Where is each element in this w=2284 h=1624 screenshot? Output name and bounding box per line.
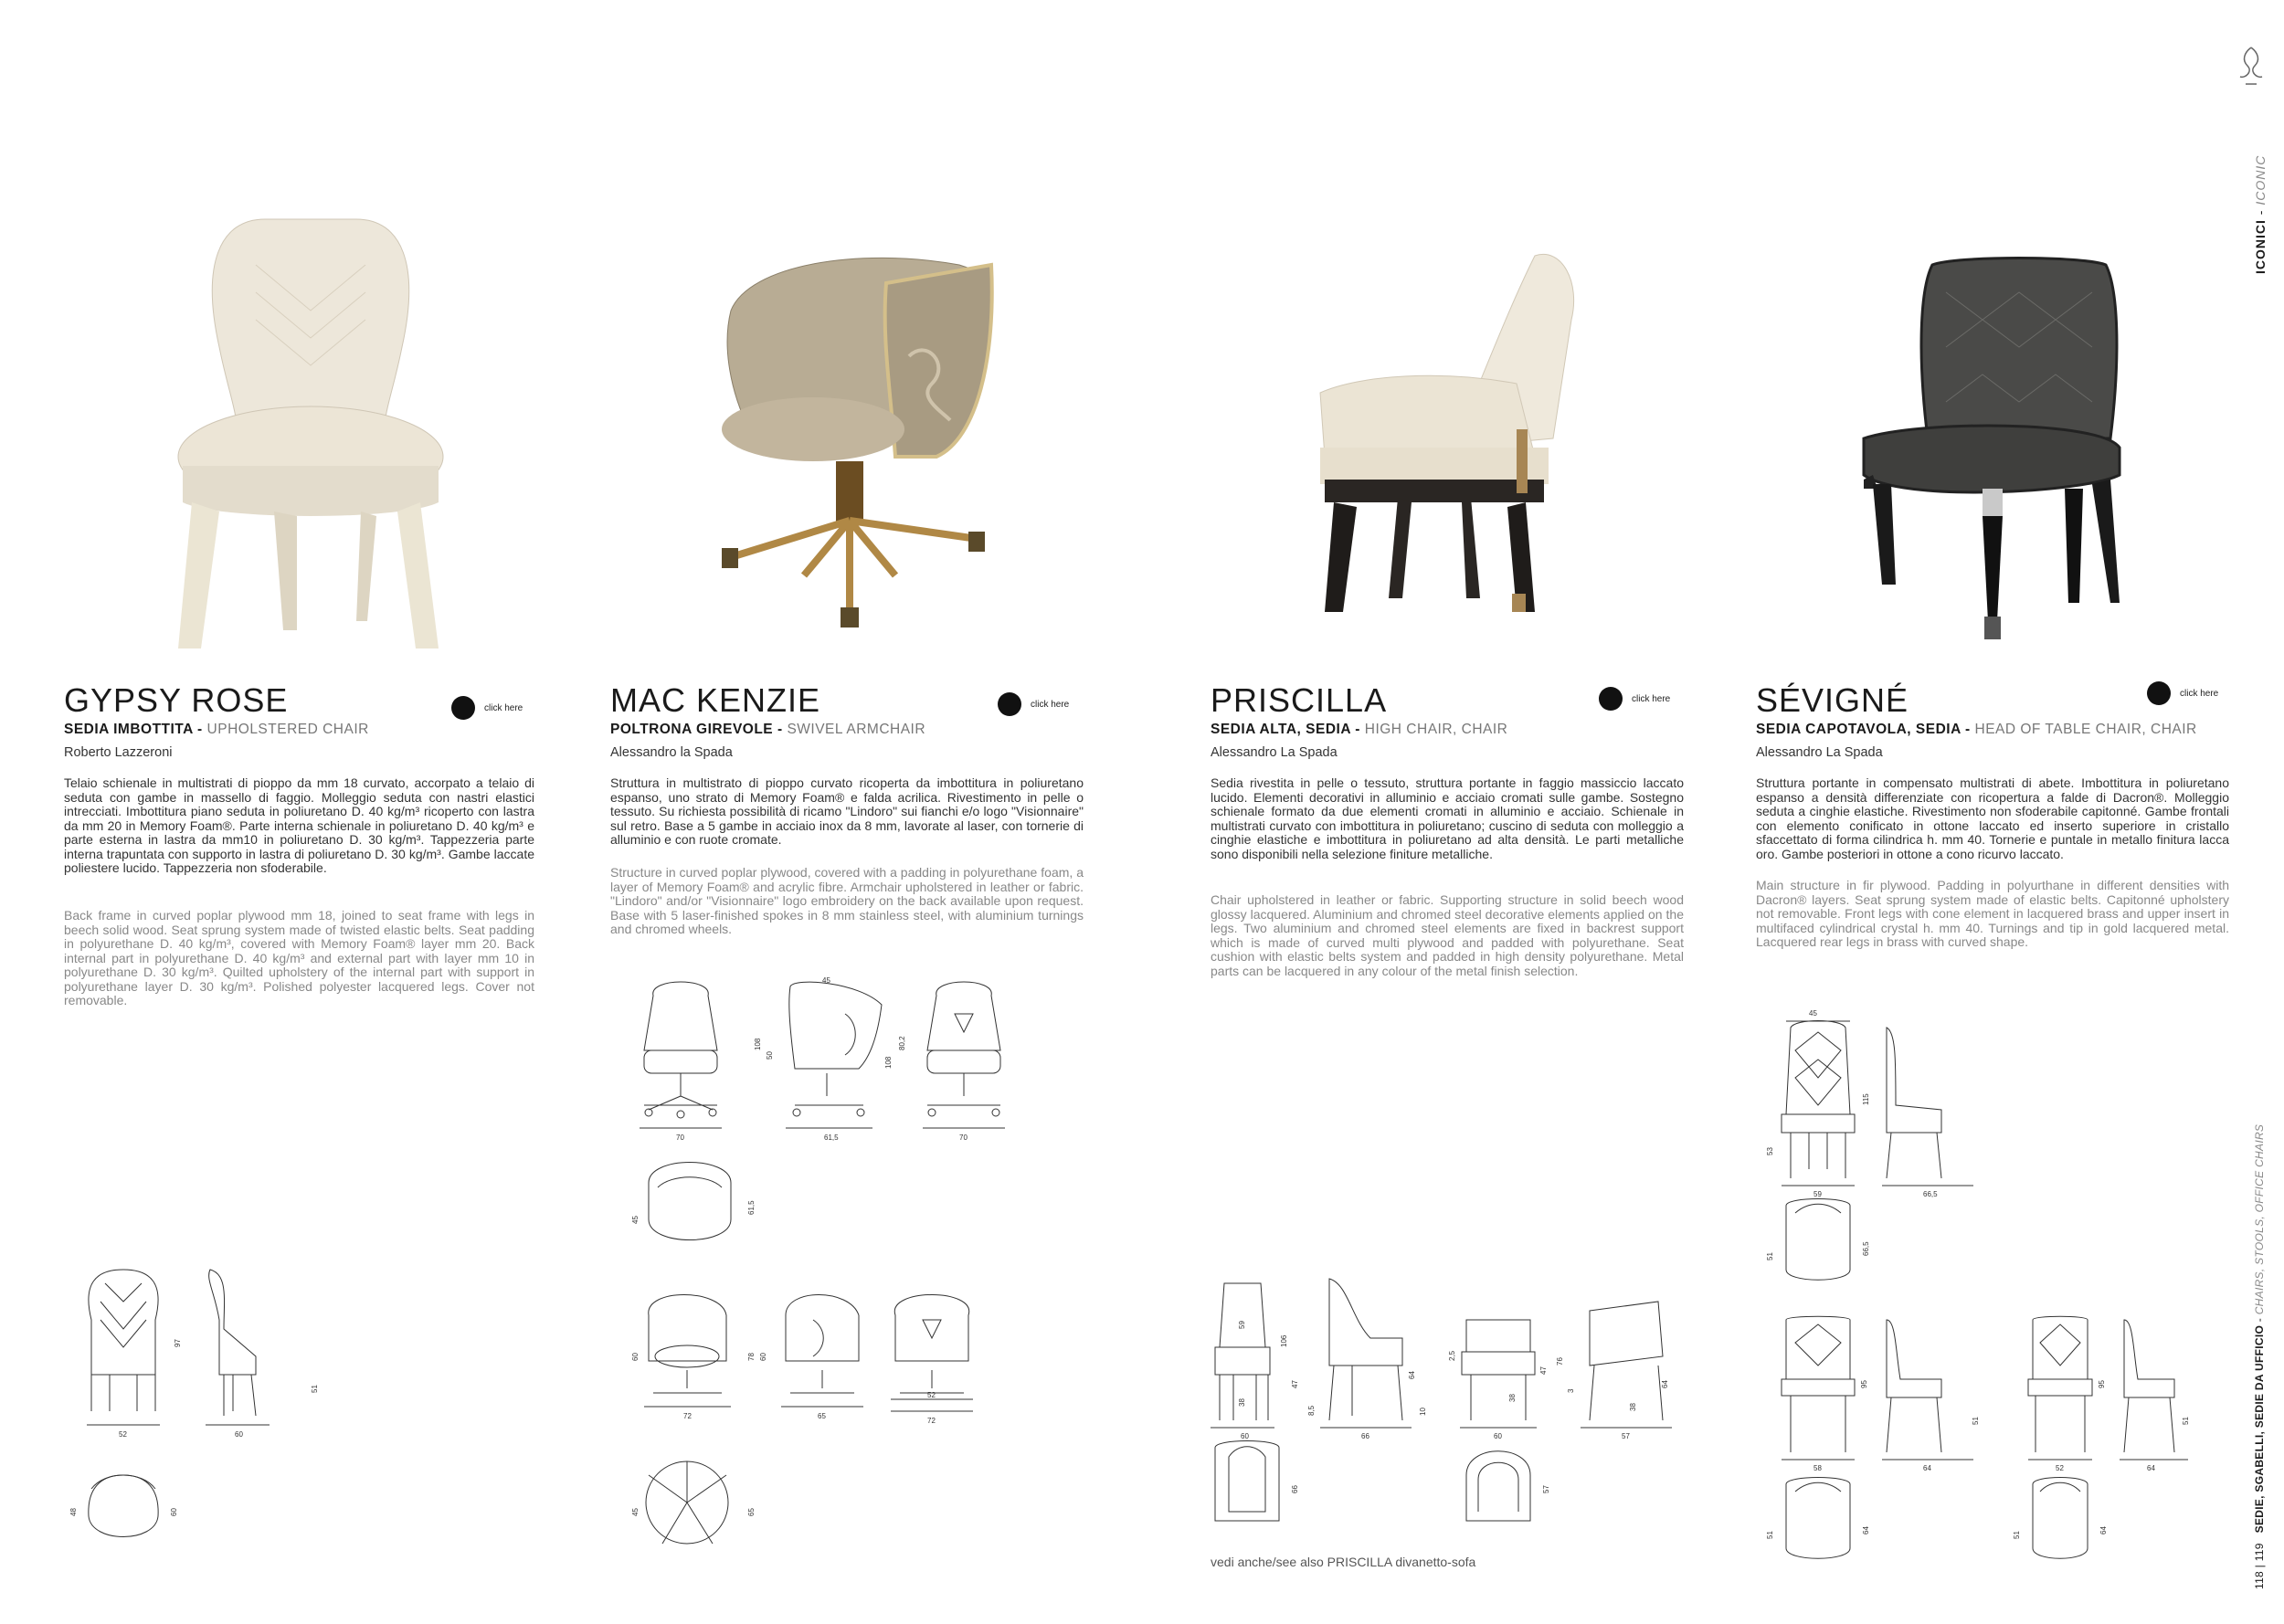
svg-text:51: 51: [1766, 1252, 1774, 1260]
svg-text:66,5: 66,5: [1862, 1241, 1870, 1256]
svg-text:3: 3: [1567, 1388, 1575, 1393]
description-it: Struttura in multistrato di pioppo curvato ricoperta da imbottitura in poliuretano espanso, uno strato di Memory Foam® e falda acrilica. Rivestimento in pelle o tessuto. Su richiesta possibilità di ricamo "Lindoro" sui fianchi e/o logo "Visionnaire" sul retro. Base a 5 gambe in acciaio inox da 8 mm, lavorate al laser, con tornerie di alluminio e con ruote cromate.: [610, 775, 1084, 847]
svg-text:64: 64: [1661, 1380, 1669, 1388]
designer: Alessandro La Spada: [1211, 745, 1338, 760]
svg-text:106: 106: [1280, 1334, 1288, 1347]
svg-text:47: 47: [1539, 1366, 1548, 1375]
svg-text:95: 95: [2098, 1380, 2106, 1388]
svg-text:45: 45: [1809, 1009, 1817, 1018]
click-dot-icon: [2147, 681, 2171, 705]
chair-image-priscilla: [1306, 247, 1599, 662]
svg-text:60: 60: [170, 1508, 178, 1516]
description-en: Structure in curved poplar plywood, covered with a padding in polyurethane foam, a layer of Memory Foam® and acrylic fibre. Armchair upholstered in leather or fabric. "Lindoro" and/or "Visionnaire" logo embroidery on the back available upon request. Base with 5 laser-finished spokes in 8 mm stainless steel, with aluminium turnings and chromed wheels.: [610, 865, 1084, 936]
svg-text:51: 51: [2013, 1531, 2021, 1539]
svg-text:2,5: 2,5: [1448, 1350, 1456, 1361]
description-it: Struttura portante in compensato multistrati di abete. Imbottitura in poliuretano espanso a densità differenziate con ricopertura a falde di Dacron®. Molleggio seduta a cinghie elastiche. Rivestimento non sfoderabile capitonné. Gambe frontali con elemento conificato in ottone laccato ed inserto superiore in cristallo sfaccettato di forma cilindrica h. mm 40. Tornerie e puntale in metallo finitura lacca oro. Gambe posteriori in ottone a cono ricurvo laccato.: [1756, 775, 2229, 861]
svg-text:57: 57: [1542, 1485, 1550, 1493]
description-it: Telaio schienale in multistrati di pioppo da mm 18 curvato, accorpato a telaio di seduta con gambe in massello di faggio. Molleggio seduta con nastri elastici intrecciati. Imbottitura piano seduta in poliuretano D. 40 kg/m³ ricoperto con lastra da mm 20 in Memory Foam®. Parte interna schienale in poliuretano D. 40 kg/m³ e parte esterna in lastra da mm10 in poliuretano D. 30 kg/m³. Tappezzeria parte interna trapuntata con supporto in lastra di poliuretano D. 30 kg/m³. Gambe laccate poliestere lucido. Tappezzeria non sfoderabile.: [64, 775, 534, 875]
svg-text:60: 60: [631, 1353, 640, 1361]
svg-text:52: 52: [927, 1391, 936, 1399]
product-type: SEDIA ALTA, SEDIA - HIGH CHAIR, CHAIR: [1211, 722, 1508, 737]
click-here-link[interactable]: [2147, 681, 2218, 705]
chair-image-sevigne: [1845, 256, 2138, 671]
description-en: Chair upholstered in leather or fabric. Supporting structure in solid beech wood glossy lacquered. Aluminium and chromed steel decorative elements applied on the legs. Two aluminium and chromed steel elements are fixed in backrest support which is made of curved multi plywood and padded with polyurethane. Seat cushion with elastic belts system and padded in high density polyurethane. Metal parts can be lacquered in any colour of the metal finish selection.: [1211, 892, 1684, 978]
svg-text:8,5: 8,5: [1307, 1405, 1316, 1416]
svg-text:38: 38: [1508, 1394, 1517, 1402]
product-title: MAC KENZIE: [610, 681, 821, 719]
see-also-note: vedi anche/see also PRISCILLA divanetto-sofa: [1211, 1555, 1476, 1569]
svg-text:59: 59: [1238, 1321, 1246, 1329]
svg-text:61,5: 61,5: [824, 1134, 839, 1142]
svg-text:64: 64: [2099, 1526, 2108, 1534]
designer: Alessandro La Spada: [1756, 745, 1883, 760]
svg-text:76: 76: [1556, 1357, 1564, 1366]
svg-text:72: 72: [683, 1412, 692, 1420]
svg-text:72: 72: [927, 1417, 936, 1425]
svg-text:52: 52: [119, 1430, 127, 1439]
click-dot-icon: [451, 696, 475, 720]
svg-text:45: 45: [822, 976, 830, 985]
svg-text:57: 57: [1622, 1432, 1630, 1440]
svg-text:60: 60: [1494, 1432, 1502, 1440]
technical-drawing: [1206, 1274, 1690, 1539]
svg-text:51: 51: [1972, 1417, 1980, 1425]
designer: Alessandro la Spada: [610, 745, 733, 760]
description-it: Sedia rivestita in pelle o tessuto, struttura portante in faggio massiccio laccato lucido. Elementi decorativi in alluminio e acciaio cromati sulle gambe. Sostegno schienale formato da due elementi cromati in alluminio e acciaio. Schienale in multistrati curvato con imbottitura in poliuretano; cuscino di seduta con molleggio a cinghie elastiche e imbottitura in poliuretano ad alta densità. Le parti metalliche sono disponibili nella selezione finiture metalliche.: [1211, 775, 1684, 861]
svg-text:108: 108: [754, 1038, 762, 1050]
svg-text:60: 60: [1241, 1432, 1249, 1440]
svg-text:59: 59: [1813, 1190, 1822, 1198]
product-type: SEDIA CAPOTAVOLA, SEDIA - HEAD OF TABLE CHAIR, CHAIR: [1756, 722, 2197, 737]
svg-text:48: 48: [69, 1508, 78, 1516]
svg-text:64: 64: [1408, 1371, 1416, 1379]
svg-text:60: 60: [235, 1430, 243, 1439]
description-en: Main structure in fir plywood. Padding in polyurthane in different densities with Dacron® layers. Seat sprung system made of elastic belts. Capitonné upholstery not removable. Front legs with cone element in lacquered brass and upper insert in multifaced cylindrical crystal h. mm 40. Turnings and tip in gold lacquered metal. Lacquered rear legs in brass with curved shape.: [1756, 878, 2229, 949]
click-dot-icon: [1599, 687, 1623, 711]
technical-drawing: [69, 1265, 333, 1576]
product-type: SEDIA IMBOTTITA - UPHOLSTERED CHAIR: [64, 722, 369, 737]
svg-text:51: 51: [2182, 1417, 2190, 1425]
svg-text:78: 78: [747, 1353, 756, 1361]
technical-drawing: [1759, 1005, 2234, 1571]
click-here-link[interactable]: [998, 692, 1069, 716]
svg-text:53: 53: [1766, 1147, 1774, 1155]
product-type: POLTRONA GIREVOLE - SWIVEL ARMCHAIR: [610, 722, 926, 737]
svg-text:47: 47: [1291, 1380, 1299, 1388]
svg-text:65: 65: [747, 1508, 756, 1516]
click-here-label: click here: [1031, 699, 1070, 710]
svg-text:10: 10: [1419, 1408, 1427, 1416]
svg-text:45: 45: [631, 1508, 640, 1516]
svg-text:70: 70: [959, 1134, 968, 1142]
svg-text:61,5: 61,5: [747, 1200, 756, 1215]
chair-image-mac-kenzie: [713, 247, 1014, 662]
svg-text:65: 65: [818, 1412, 826, 1420]
svg-text:64: 64: [1923, 1464, 1931, 1472]
svg-text:60: 60: [759, 1353, 767, 1361]
svg-text:52: 52: [2056, 1464, 2064, 1472]
click-dot-icon: [998, 692, 1021, 716]
svg-text:97: 97: [174, 1339, 182, 1347]
svg-text:38: 38: [1238, 1398, 1246, 1407]
svg-text:70: 70: [676, 1134, 684, 1142]
svg-text:108: 108: [884, 1056, 893, 1069]
designer: Roberto Lazzeroni: [64, 745, 173, 760]
svg-text:66,5: 66,5: [1923, 1190, 1938, 1198]
svg-text:51: 51: [1766, 1531, 1774, 1539]
svg-text:115: 115: [1862, 1093, 1870, 1105]
svg-text:58: 58: [1813, 1464, 1822, 1472]
svg-text:66: 66: [1291, 1485, 1299, 1493]
product-title: SÉVIGNÉ: [1756, 681, 1909, 719]
product-title: GYPSY ROSE: [64, 681, 289, 719]
svg-text:45: 45: [631, 1216, 640, 1224]
description-en: Back frame in curved poplar plywood mm 18, joined to seat frame with legs in beech solid wood. Seat sprung system made of twisted elastic belts. Seat padding in polyurethane D. 40 kg/m³, covered with Memory Foam® layer mm 20. Back internal part in polyurethane D. 40 kg/m³ and external part with layer mm 10 in polyurethane D. 30 kg/m³. Quilted upholstery of the internal part with support in polyurethane layer D. 30 kg/m³. Polished polyester lacquered legs. Cover not removable.: [64, 908, 534, 1007]
svg-text:95: 95: [1860, 1380, 1868, 1388]
svg-text:66: 66: [1361, 1432, 1369, 1440]
svg-text:50: 50: [766, 1051, 774, 1060]
svg-text:80,2: 80,2: [898, 1036, 906, 1050]
svg-text:38: 38: [1629, 1403, 1637, 1411]
click-here-link[interactable]: [1599, 687, 1670, 711]
svg-text:64: 64: [2147, 1464, 2155, 1472]
technical-drawing: [630, 977, 1060, 1571]
click-here-label: click here: [2180, 688, 2219, 699]
chair-image-gypsy-rose: [164, 210, 457, 662]
click-here-label: click here: [484, 702, 523, 713]
click-here-label: click here: [1632, 693, 1671, 704]
svg-text:51: 51: [311, 1385, 319, 1393]
svg-text:64: 64: [1862, 1526, 1870, 1534]
side-brand: ICONICI - ICONIC: [2253, 154, 2268, 274]
brand-logo-icon: [2235, 44, 2268, 90]
click-here-link[interactable]: [451, 696, 523, 720]
product-title: PRISCILLA: [1211, 681, 1388, 719]
